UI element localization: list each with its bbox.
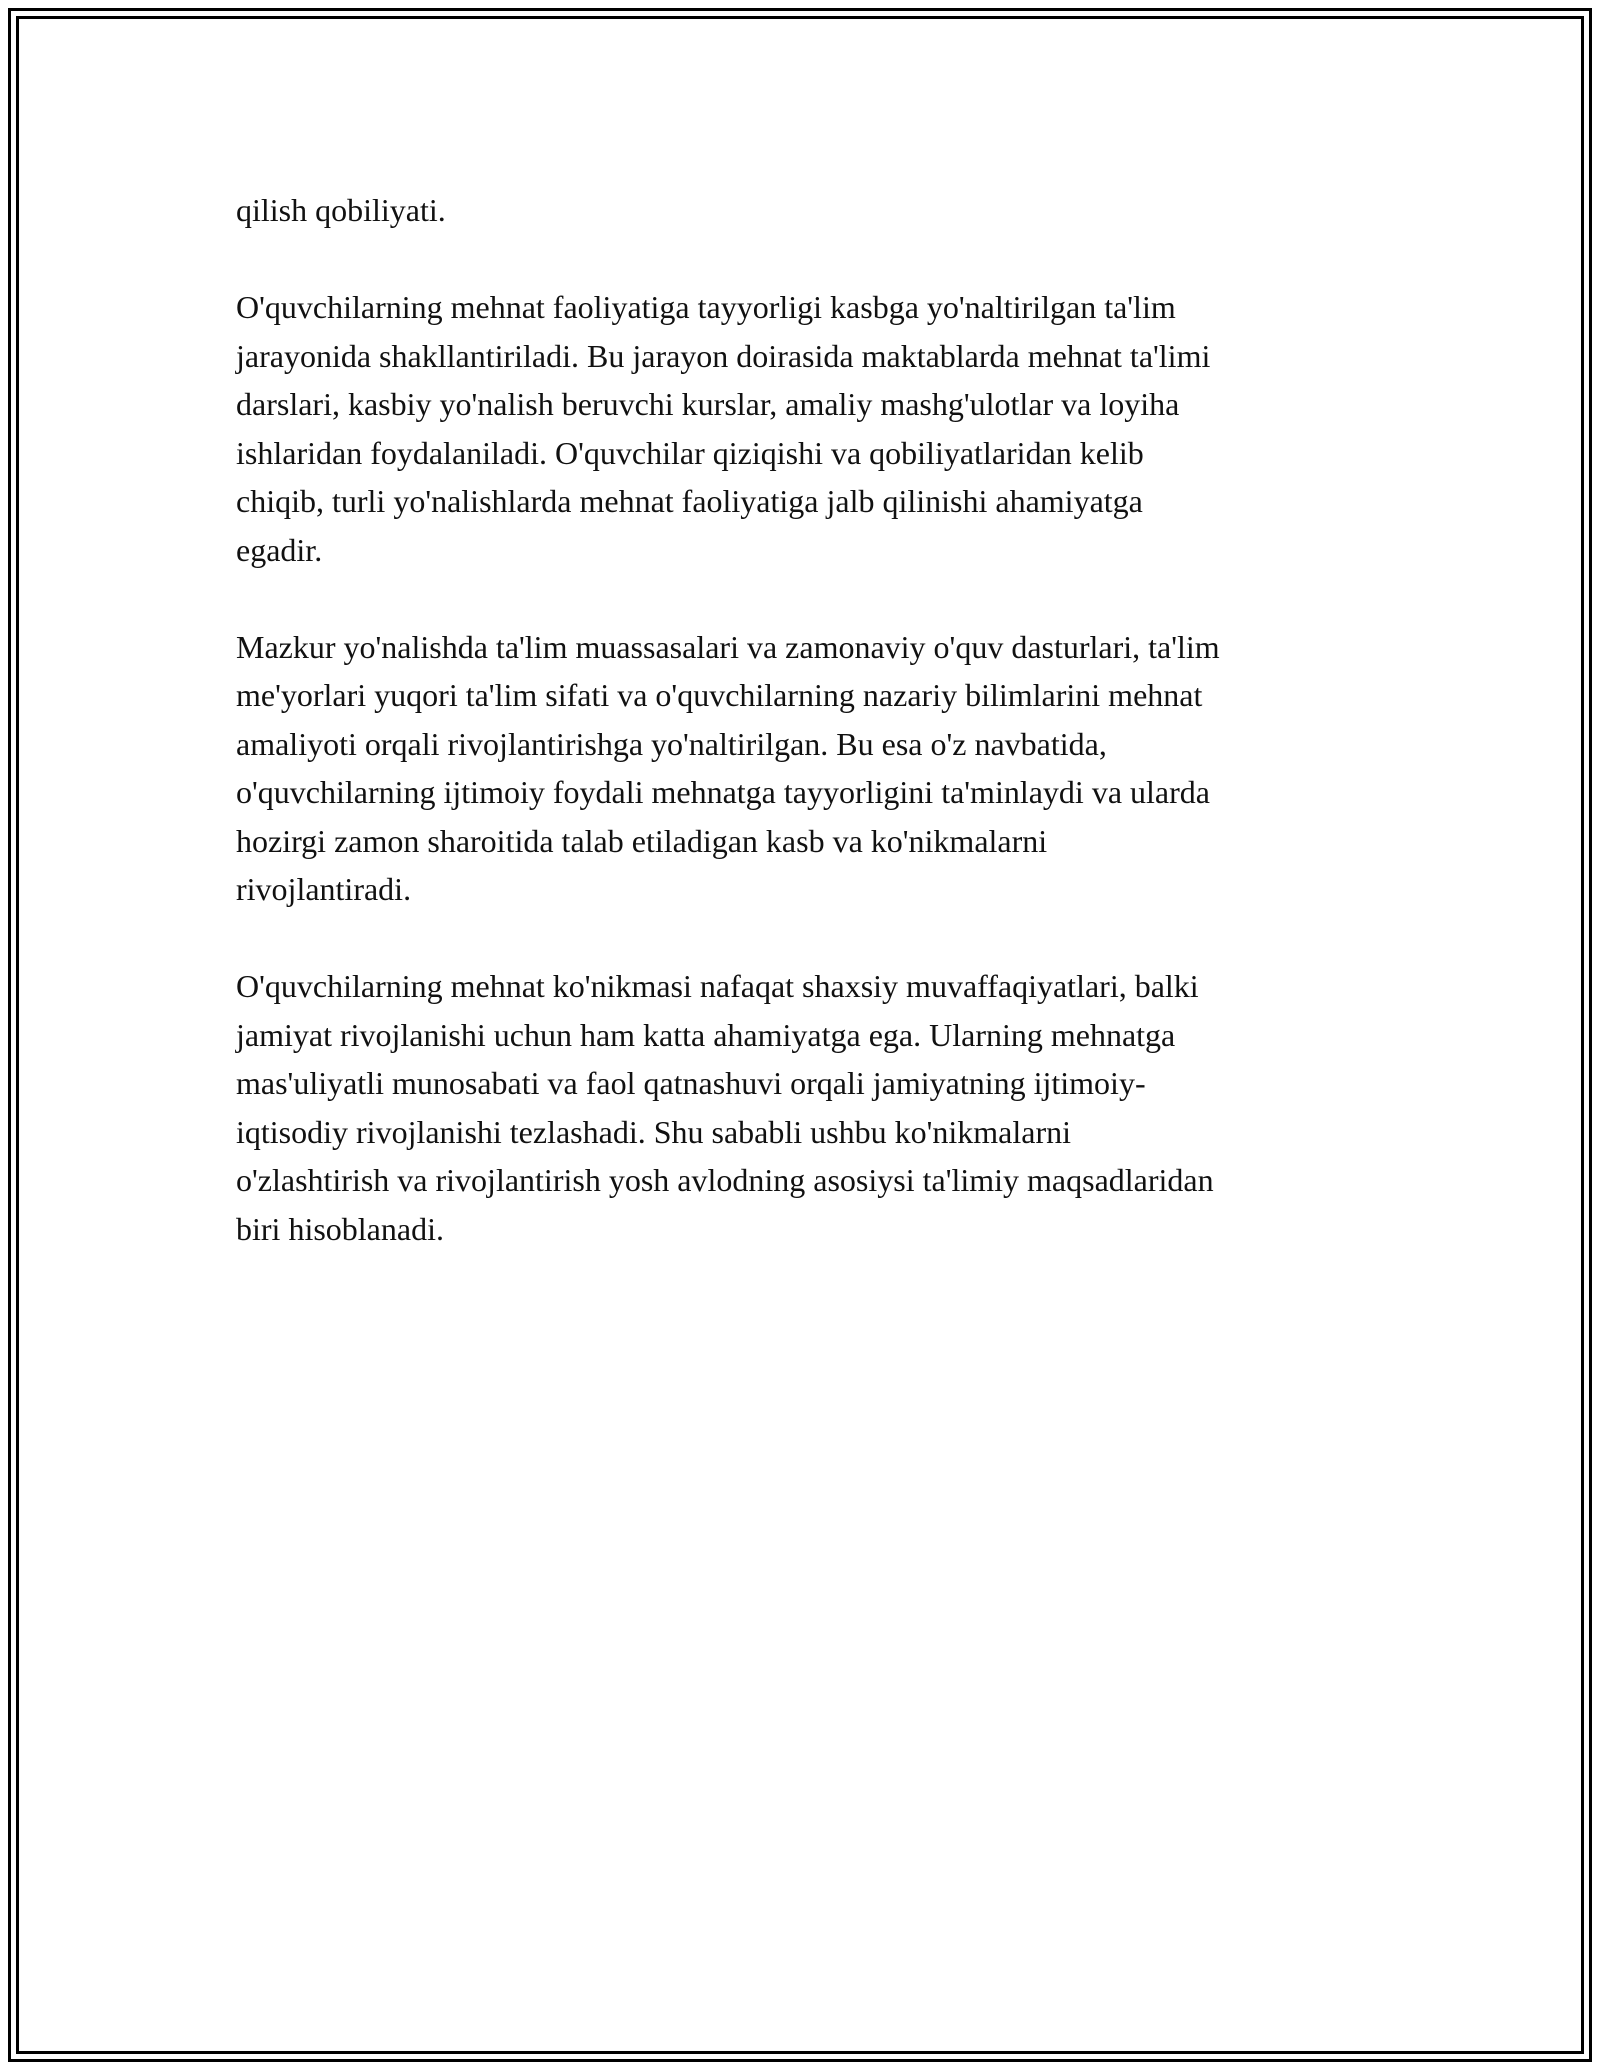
- text-line: me'yorlari yuqori ta'lim sifati va o'quvchilarning nazariy bilimlarini mehnat: [236, 677, 1203, 713]
- text-line: o'quvchilarning ijtimoiy foydali mehnatga tayyorligini ta'minlaydi va ularda: [236, 774, 1210, 810]
- text-line: o'zlashtirish va rivojlantirish yosh avlodning asosiysi ta'limiy maqsadlaridan: [236, 1162, 1214, 1198]
- text-line: amaliyoti orqali rivojlantirishga yo'naltirilgan. Bu esa o'z navbatida,: [236, 725, 1107, 762]
- text-line: O'quvchilarning mehnat ko'nikmasi nafaqat shaxsiy muvaffaqiyatlari, balki: [236, 968, 1199, 1004]
- text-line: hozirgi zamon sharoitida talab etiladigan kasb va ko'nikmalarni: [236, 822, 1048, 859]
- text-line: darslari, kasbiy yo'nalish beruvchi kurslar, amaliy mashg'ulotlar va loyiha: [236, 386, 1180, 422]
- document-body: [236, 186, 1376, 1302]
- text-line: biri hisoblanadi.: [236, 1210, 444, 1247]
- paragraph-3: [236, 623, 1376, 914]
- text-line: iqtisodiy rivojlanishi tezlashadi. Shu sababli ushbu ko'nikmalarni: [236, 1113, 1071, 1150]
- text-line: rivojlantiradi.: [236, 871, 412, 907]
- text-line: ishlaridan foydalaniladi. O'quvchilar qiziqishi va qobiliyatlaridan kelib: [236, 434, 1144, 471]
- text-line: egadir.: [236, 531, 323, 568]
- text-line: O'quvchilarning mehnat faoliyatiga tayyorligi kasbga yo'naltirilgan ta'lim: [236, 289, 1176, 325]
- paragraph-2: [236, 283, 1376, 574]
- text-line: jamiyat rivojlanishi uchun ham katta ahamiyatga ega. Ularning mehnatga: [236, 1016, 1176, 1053]
- text-line: mas'uliyatli munosabati va faol qatnashuvi orqali jamiyatning ijtimoiy-: [236, 1065, 1146, 1101]
- text-line: jarayonida shakllantiriladi. Bu jarayon doirasida maktablarda mehnat ta'limi: [236, 337, 1211, 374]
- paragraph-1: [236, 186, 1376, 235]
- paragraph-4: [236, 962, 1376, 1253]
- text-line: chiqib, turli yo'nalishlarda mehnat faoliyatiga jalb qilinishi ahamiyatga: [236, 483, 1143, 519]
- text-line: qilish qobiliyati.: [236, 192, 446, 228]
- text-line: Mazkur yo'nalishda ta'lim muassasalari va zamonaviy o'quv dasturlari, ta'lim: [236, 628, 1220, 665]
